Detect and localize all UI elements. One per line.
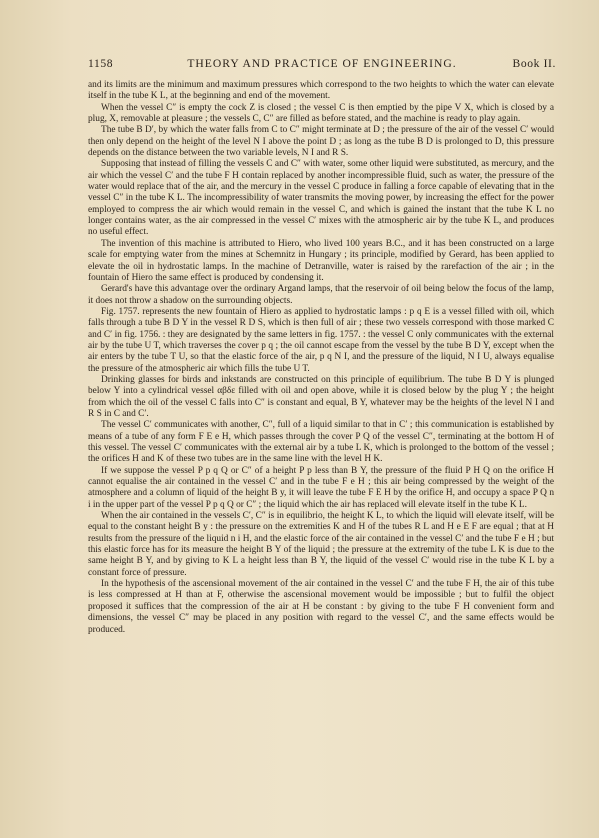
- running-title: THEORY AND PRACTICE OF ENGINEERING.: [187, 57, 457, 70]
- paragraph: and its limits are the minimum and maximum pressures which correspond to the two heights to which the water can elevate itself in the tube K L, at the beginning and end of the movement.: [88, 80, 554, 102]
- paragraph: The invention of this machine is attributed to Hiero, who lived 100 years B.C., and it has been constructed on a large scale for emptying water from the mines at Schemnitz in Hungary ; its principle, modified by Gerard, has been applied to elevate the oil in hydrostatic lamps. In the machine of Detranville, water is raised by the rarefaction of the air ; in the fountain of Hiero the same effect is produced by condensing it.: [88, 238, 554, 283]
- paragraph: The vessel C′ communicates with another, C″, full of a liquid similar to that in C′ ; this communication is established by means of a tube of any form F E e H, which passes through the cover P Q of the vessel C″, terminating at the bottom H of this vessel. The vessel C′ communicates with the external air by a tube L K, which is prolonged to the bottom of the vessel ; the orifices H and K of these two tubes are in the same line with the level H K.: [88, 420, 554, 465]
- paragraph: When the vessel C″ is empty the cock Z is closed ; the vessel C is then emptied by the pipe V X, which is closed by a plug, X, removable at pleasure ; the vessels C, C″ are filled as before stated, and the machine is ready to play again.: [88, 102, 554, 125]
- body-text: [88, 80, 554, 636]
- page-number: 1158: [88, 57, 114, 70]
- paragraph: If we suppose the vessel P p q Q or C″ of a height P p less than B Y, the pressure of the fluid P H Q on the orifice H cannot equalise the air contained in the vessel C′ and in the tube F e H ; this air being compressed by the weight of the atmosphere and a column of liquid of the height B y, it will leave the tube F E H by the orifice H, and occupy a space P Q n i in the upper part of the vessel P p q Q or C″ ; the liquid which the air has replaced will elevate itself in the tube K L.: [88, 465, 554, 510]
- paragraph: When the air contained in the vessels C′, C″ is in equilibrio, the height K L, to which the liquid will elevate itself, will be equal to the constant height B y : the pressure on the extremities K and H of the tubes R L and H e E F are equal ; that at H results from the pressure of the liquid n i H, and the elastic force of the air contained in the vessel C′ and the tube F e H ; but this elastic force has for its measure the height B Y of the liquid ; the pressure at the extremity of the tube L K is due to the same height B Y, and by giving to K L a height less than B Y, the liquid of the vessel C′ would rise in the tube K L by a constant force of pressure.: [88, 511, 554, 578]
- running-header: [88, 57, 556, 73]
- paragraph: The tube B D′, by which the water falls from C to C″ might terminate at D ; the pressure of the air of the vessel C′ would then only depend on the height of the level N I above the point D ; as long as the tube B D is prolonged to D, this pressure depends on the distance between the two variable levels, N I and R S.: [88, 125, 554, 159]
- paragraph: Fig. 1757. represents the new fountain of Hiero as applied to hydrostatic lamps : p q E is a vessel filled with oil, which falls through a tube B D Y in the vessel R D S, which is then full of air ; these two vessels correspond with those marked C and C′ in fig. 1756. : they are designated by the same letters in fig. 1757. : the vessel C only communicates with the external air by the tube U T, which traverses the cover p q ; the oil cannot escape from the vessel by the tube B D Y, except when the air enters by the tube T U, so that the elastic force of the air, p q N I, and the pressure of the liquid, N I U, always equalise the pressure of the atmospheric air which fills the tube U T.: [88, 306, 554, 374]
- paragraph: Drinking glasses for birds and inkstands are constructed on this principle of equilibrium. The tube B D Y is plunged below Y into a cylindrical vessel αβδε filled with oil and open above, while it is closed below by the plug Y ; the height from which the oil of the vessel C falls into C″ is constant and equal, B Y, whatever may be the heights of the level N I and R S in C and C′.: [88, 374, 554, 419]
- paragraph: Supposing that instead of filling the vessels C and C″ with water, some other liquid were substituted, as mercury, and the air which the vessel C′ and the tube F H contain replaced by another incompressible fluid, such as water, the pressure of the water would replace that of the air, and the mercury in the vessel C produce in falling a force capable of elevating that in the vessel C″ in the tube K L. The incompressibility of water transmits the moving power, by increasing the effect for the power employed to compress the air which would remain in the vessel C, and which is gained the instant that the tube K L no longer contains water, as the air compressed in the vessel C′ mixes with the atmospheric air by the tube K L, and produces no useful effect.: [88, 159, 554, 238]
- paragraph: Gerard's have this advantage over the ordinary Argand lamps, that the reservoir of oil being below the focus of the lamp, it does not throw a shadow on the surrounding objects.: [88, 284, 554, 306]
- paragraph: In the hypothesis of the ascensional movement of the air contained in the vessel C′ and the tube F H, the air of this tube is less compressed at H than at F, otherwise the ascensional movement would be impossible ; but to fulfil the object proposed it suffices that the compression of the air at H be constant : by giving to the tube F H convenient form and dimensions, the vessel C″ may be placed in any position with regard to the vessel C′, and the same effects would be produced.: [88, 579, 554, 635]
- book-label: Book II.: [512, 57, 556, 70]
